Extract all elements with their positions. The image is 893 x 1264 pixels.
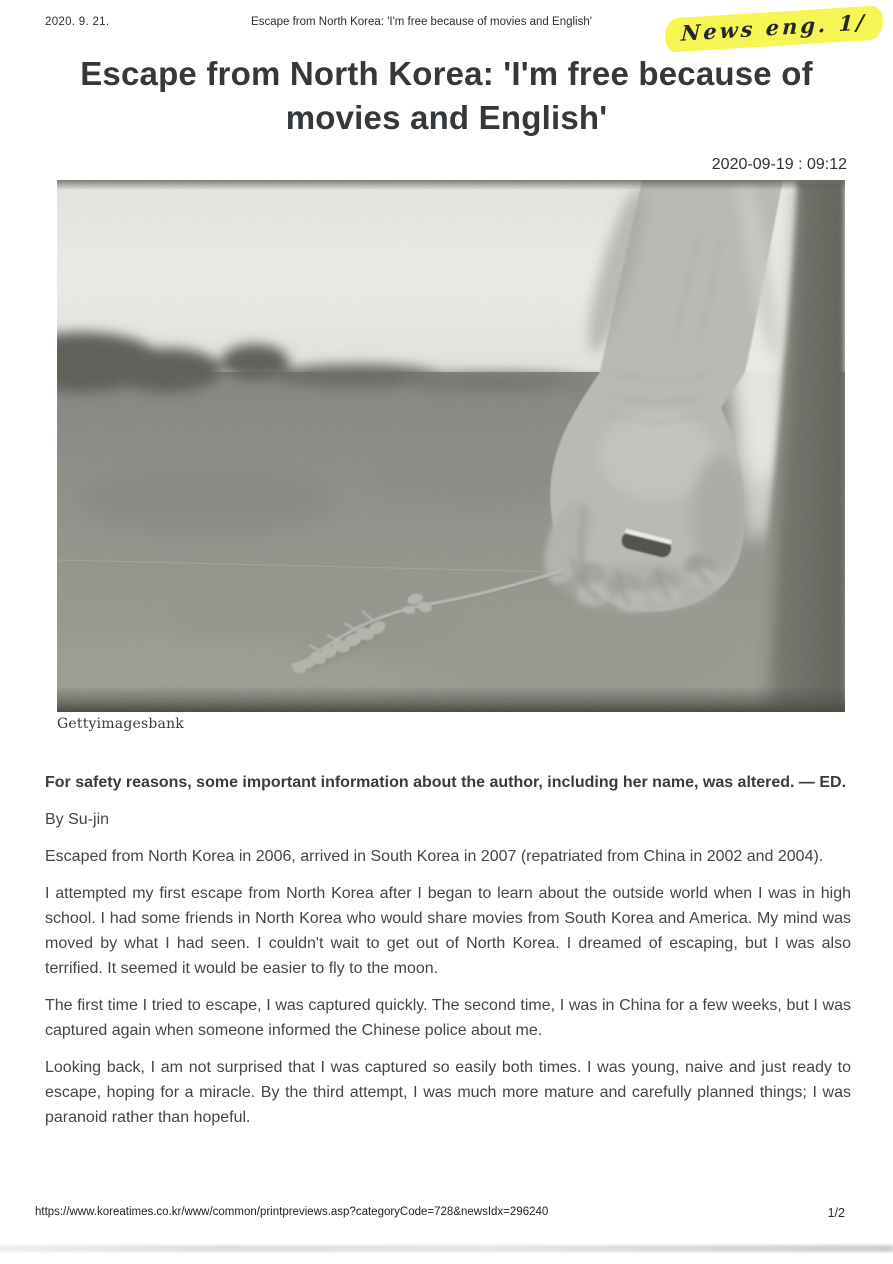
article-figure — [57, 180, 845, 732]
photo-credit: Gettyimagesbank — [57, 716, 184, 732]
print-footer — [35, 1206, 845, 1220]
article-headline: Escape from North Korea: 'I'm free because of movies and English' — [80, 55, 813, 136]
handwritten-annotation — [664, 5, 884, 52]
article-paragraph: The first time I tried to escape, I was captured quickly. The second time, I was in China for a few weeks, but I was captured again when someone informed the Chinese police about me. — [45, 997, 851, 1039]
scan-edge-artifact — [0, 1245, 893, 1252]
hand-holding-lavender-photo — [57, 180, 845, 712]
article-paragraph: Looking back, I am not surprised that I was captured so easily both times. I was young, naive and just ready to escape, hoping for a miracle. By the third attempt, I was much more mature and carefully planned things; I was paranoid rather than hopeful. — [45, 1059, 851, 1126]
publish-timestamp: 2020-09-19 : 09:12 — [711, 156, 847, 173]
print-header-doc-title: Escape from North Korea: 'I'm free because of movies and English' — [251, 16, 592, 28]
highlighted-handwriting: News eng. 1/ — [664, 5, 883, 52]
page-indicator: 1/2 — [827, 1206, 845, 1220]
article-paragraph: I attempted my first escape from North Korea after I began to learn about the outside world when I was in high school. I had some friends in North Korea who would share movies from South Korea and America. My mind was moved by what I had seen. I couldn't wait to get out of North Korea. I dreamed of escaping, but I was also terrified. It seemed it would be easier to fly to the moon. — [45, 885, 851, 977]
print-header — [0, 9, 893, 46]
article-paragraph: Escaped from North Korea in 2006, arrived in South Korea in 2007 (repatriated from China in 2002 and 2004). — [45, 848, 824, 865]
print-footer-url: https://www.koreatimes.co.kr/www/common/printpreviews.asp?categoryCode=728&newsIdx=296240 — [35, 1206, 549, 1218]
editor-note: For safety reasons, some important information about the author, including her name, was altered. — ED. — [45, 774, 847, 791]
article-body — [45, 770, 851, 1142]
byline: By Su-jin — [45, 811, 110, 828]
print-header-date: 2020. 9. 21. — [45, 16, 110, 28]
